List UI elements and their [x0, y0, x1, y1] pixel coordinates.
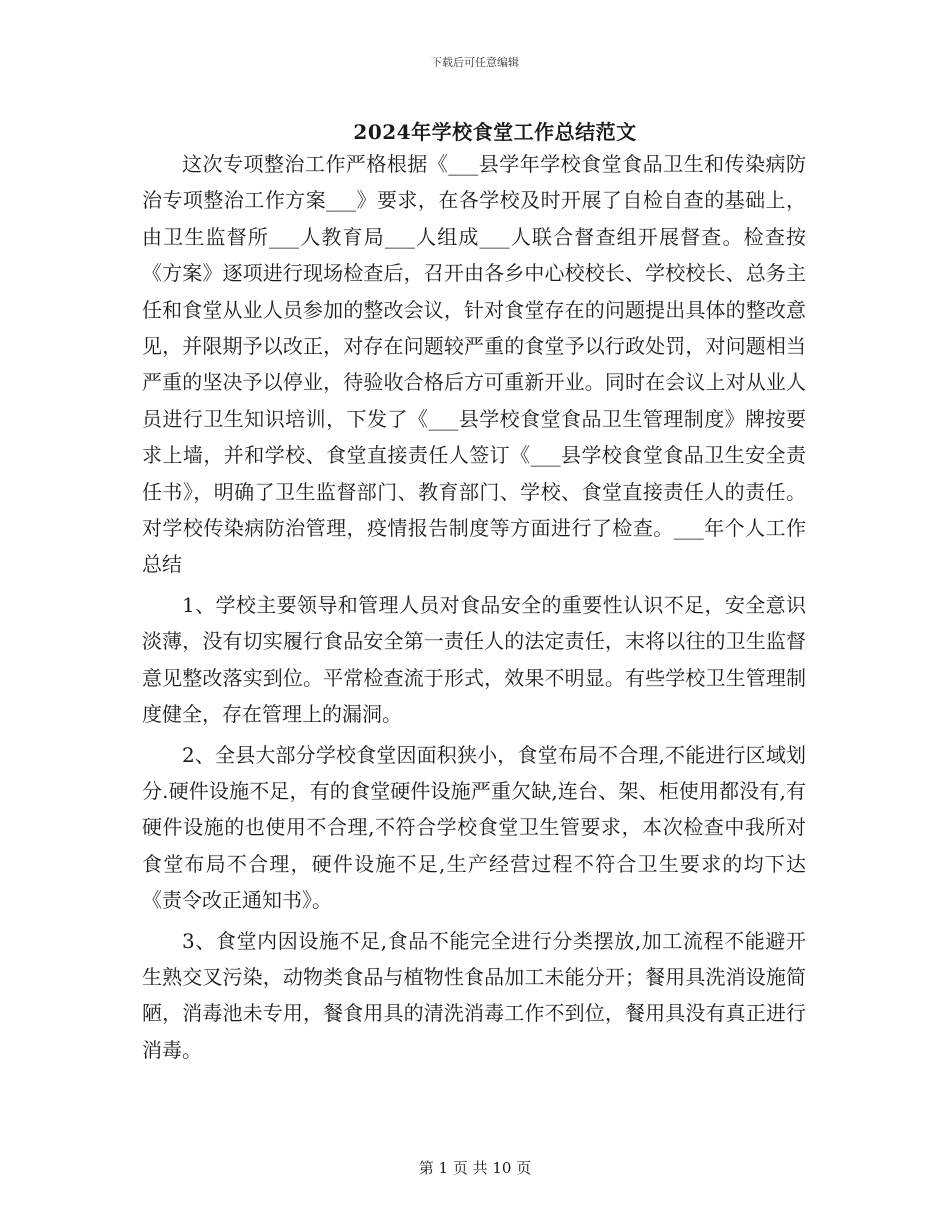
paragraph-item-3: 3、食堂内因设施不足,食品不能完全进行分类摆放,加工流程不能避开生熟交叉污染，动物类食品与植物性食品加工未能分开；餐用具洗消设施简陋，消毒池未专用，餐食用具的清洗消毒工作不到位，餐用具没有真正进行消毒。 [142, 928, 806, 1062]
page-number: 第 1 页 共 10 页 [418, 1159, 532, 1177]
document-body [142, 146, 806, 1068]
document-title: 2024年学校食堂工作总结范文 [353, 120, 637, 144]
paragraph-intro: 这次专项整治工作严格根据《___县学年学校食堂食品卫生和传染病防治专项整治工作方案___》要求，在各学校及时开展了自检自查的基础上，由卫生监督所___人教育局___人组成___人联合督查组开展督查。检查按《方案》逐项进行现场检查后，召开由各乡中心校校长、学校校长、总务主任和食堂从业人员参加的整改会议，针对食堂存在的问题提出具体的整改意见，并限期予以改正，对存在问题较严重的食堂予以行政处罚，对问题相当严重的坚决予以停业，待验收合格后方可重新开业。同时在会议上对从业人员进行卫生知识培训，下发了《___县学校食堂食品卫生管理制度》牌按要求上墙，并和学校、食堂直接责任人签订《___县学校食堂食品卫生安全责任书》，明确了卫生监督部门、教育部门、学校、食堂直接责任人的责任。对学校传染病防治管理，疫情报告制度等方面进行了检查。___年个人工作总结 [142, 152, 806, 577]
paragraph-item-2: 2、全县大部分学校食堂因面积狭小，食堂布局不合理,不能进行区域划分.硬件设施不足，有的食堂硬件设施严重欠缺,连台、架、柜使用都没有,有硬件设施的也使用不合理,不符合学校食堂卫生管要求，本次检查中我所对食堂布局不合理，硬件设施不足,生产经营过程不符合卫生要求的均下达《责令改正通知书》。 [142, 742, 806, 913]
paragraph-item-1: 1、学校主要领导和管理人员对食品安全的重要性认识不足，安全意识淡薄，没有切实履行食品安全第一责任人的法定责任，末将以往的卫生监督意见整改落实到位。平常检查流于形式，效果不明显。有些学校卫生管理制度健全，存在管理上的漏洞。 [142, 592, 806, 727]
page-header-note: 下载后可任意编辑 [431, 56, 519, 69]
